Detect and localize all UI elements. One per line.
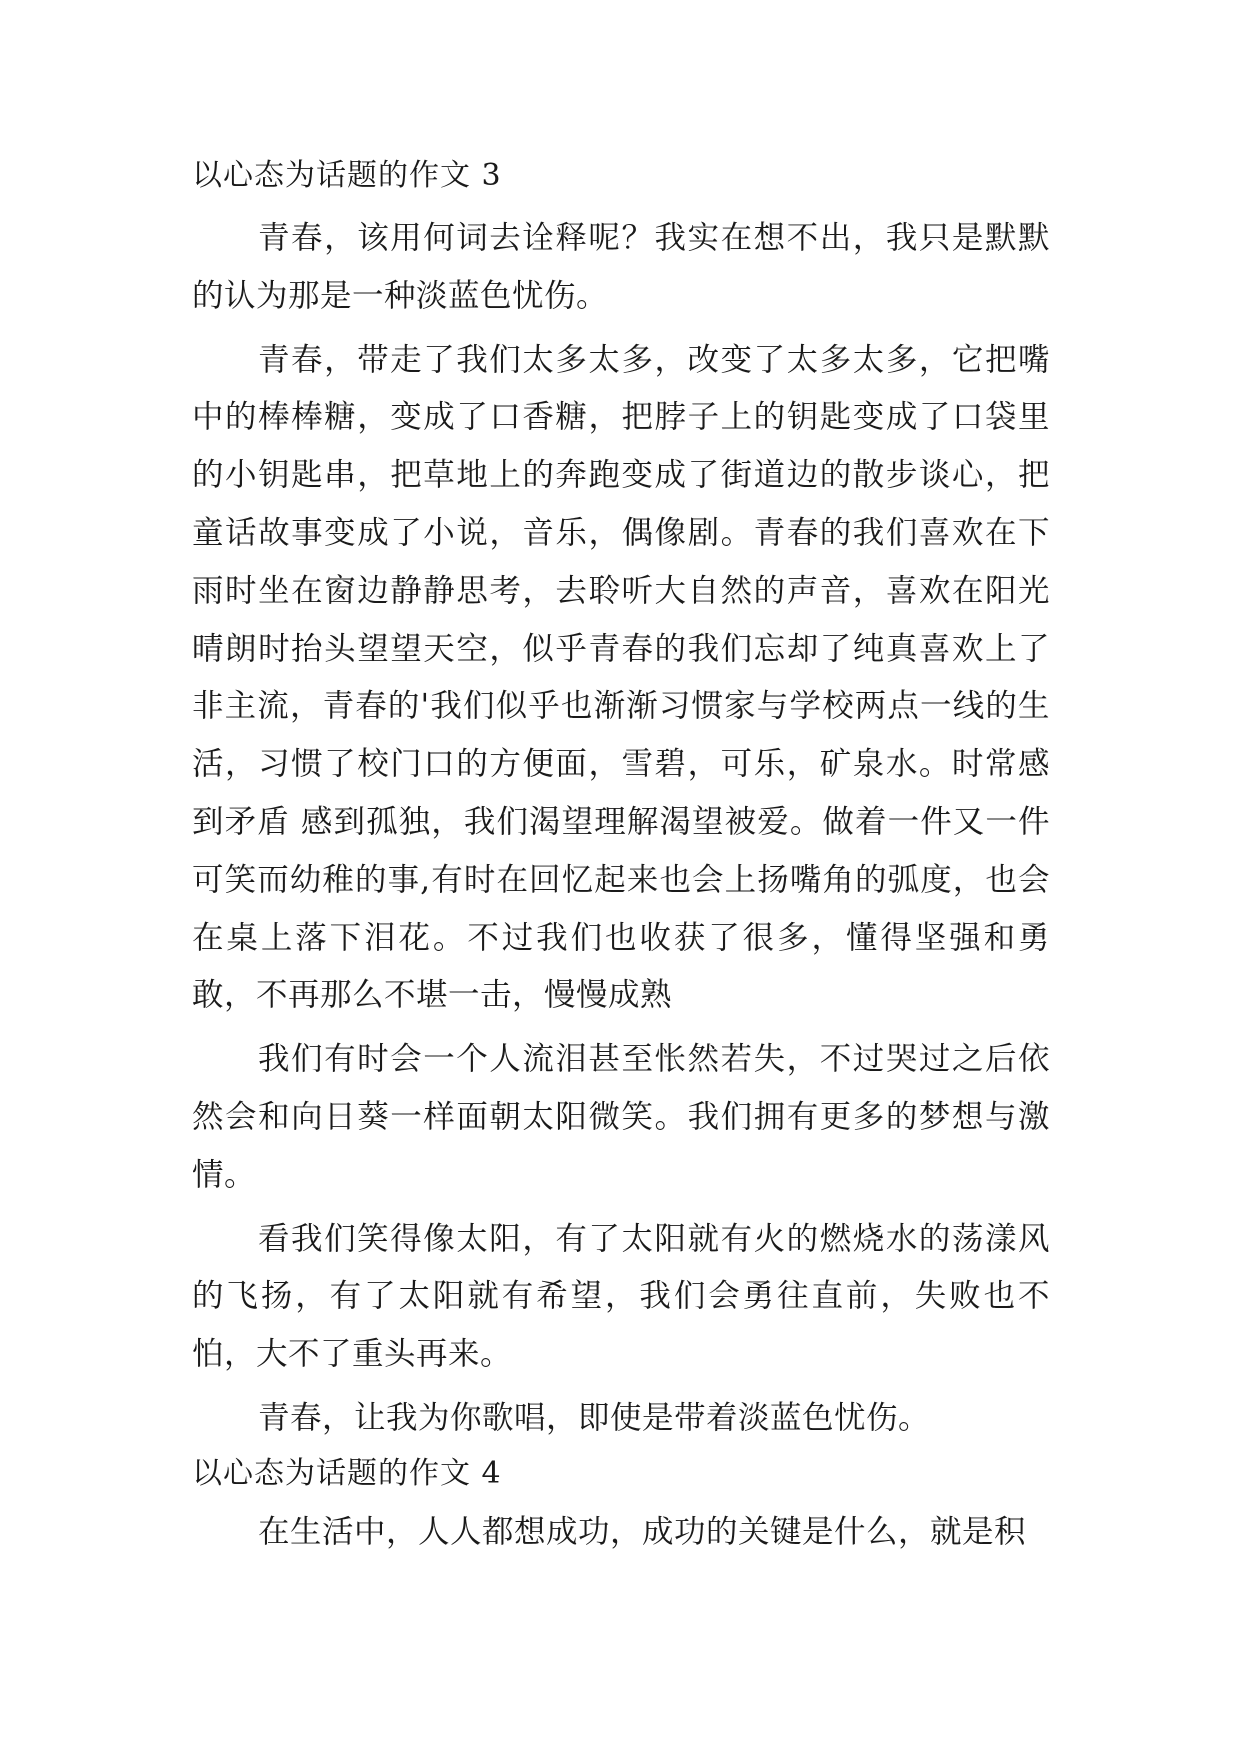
paragraph: 青春，让我为你歌唱，即使是带着淡蓝色忧伤。 xyxy=(258,1399,931,1436)
document-page xyxy=(192,150,1050,1568)
paragraph: 青春，带走了我们太多太多，改变了太多太多，它把嘴中的棒棒糖，变成了口香糖，把脖子上的钥匙变成了口袋里的小钥匙串，把草地上的奔跑变成了街道边的散步谈心，把童话故事变成了小说，音乐，偶像剧。青春的我们喜欢在下雨时坐在窗边静静思考，去聆听大自然的声音，喜欢在阳光晴朗时抬头望望天空，似乎青春的我们忘却了纯真喜欢上了非主流，青春的'我们似乎也渐渐习惯家与学校两点一线的生活，习惯了校门口的方便面，雪碧，可乐，矿泉水。时常感到矛盾 感到孤独，我们渴望理解渴望被爱。做着一件又一件可笑而幼稚的事,有时在回忆起来也会上扬嘴角的弧度，也会在桌上落下泪花。不过我们也收获了很多，懂得坚强和勇敢，不再那么不堪一击，慢慢成熟 xyxy=(192,341,1050,1014)
paragraph: 在生活中，人人都想成功，成功的关键是什么，就是积 xyxy=(258,1513,1027,1550)
paragraph: 青春，该用何词去诠释呢？我实在想不出，我只是默默的认为那是一种淡蓝色忧伤。 xyxy=(192,220,1050,314)
section-heading-3: 以心态为话题的作文 3 xyxy=(192,158,502,193)
section-heading-4: 以心态为话题的作文 4 xyxy=(192,1455,502,1491)
paragraph: 我们有时会一个人流泪甚至怅然若失，不过哭过之后依然会和向日葵一样面朝太阳微笑。我们拥有更多的梦想与激情。 xyxy=(192,1041,1050,1193)
paragraph: 看我们笑得像太阳，有了太阳就有火的燃烧水的荡漾风的飞扬，有了太阳就有希望，我们会勇往直前，失败也不怕，大不了重头再来。 xyxy=(192,1220,1050,1373)
